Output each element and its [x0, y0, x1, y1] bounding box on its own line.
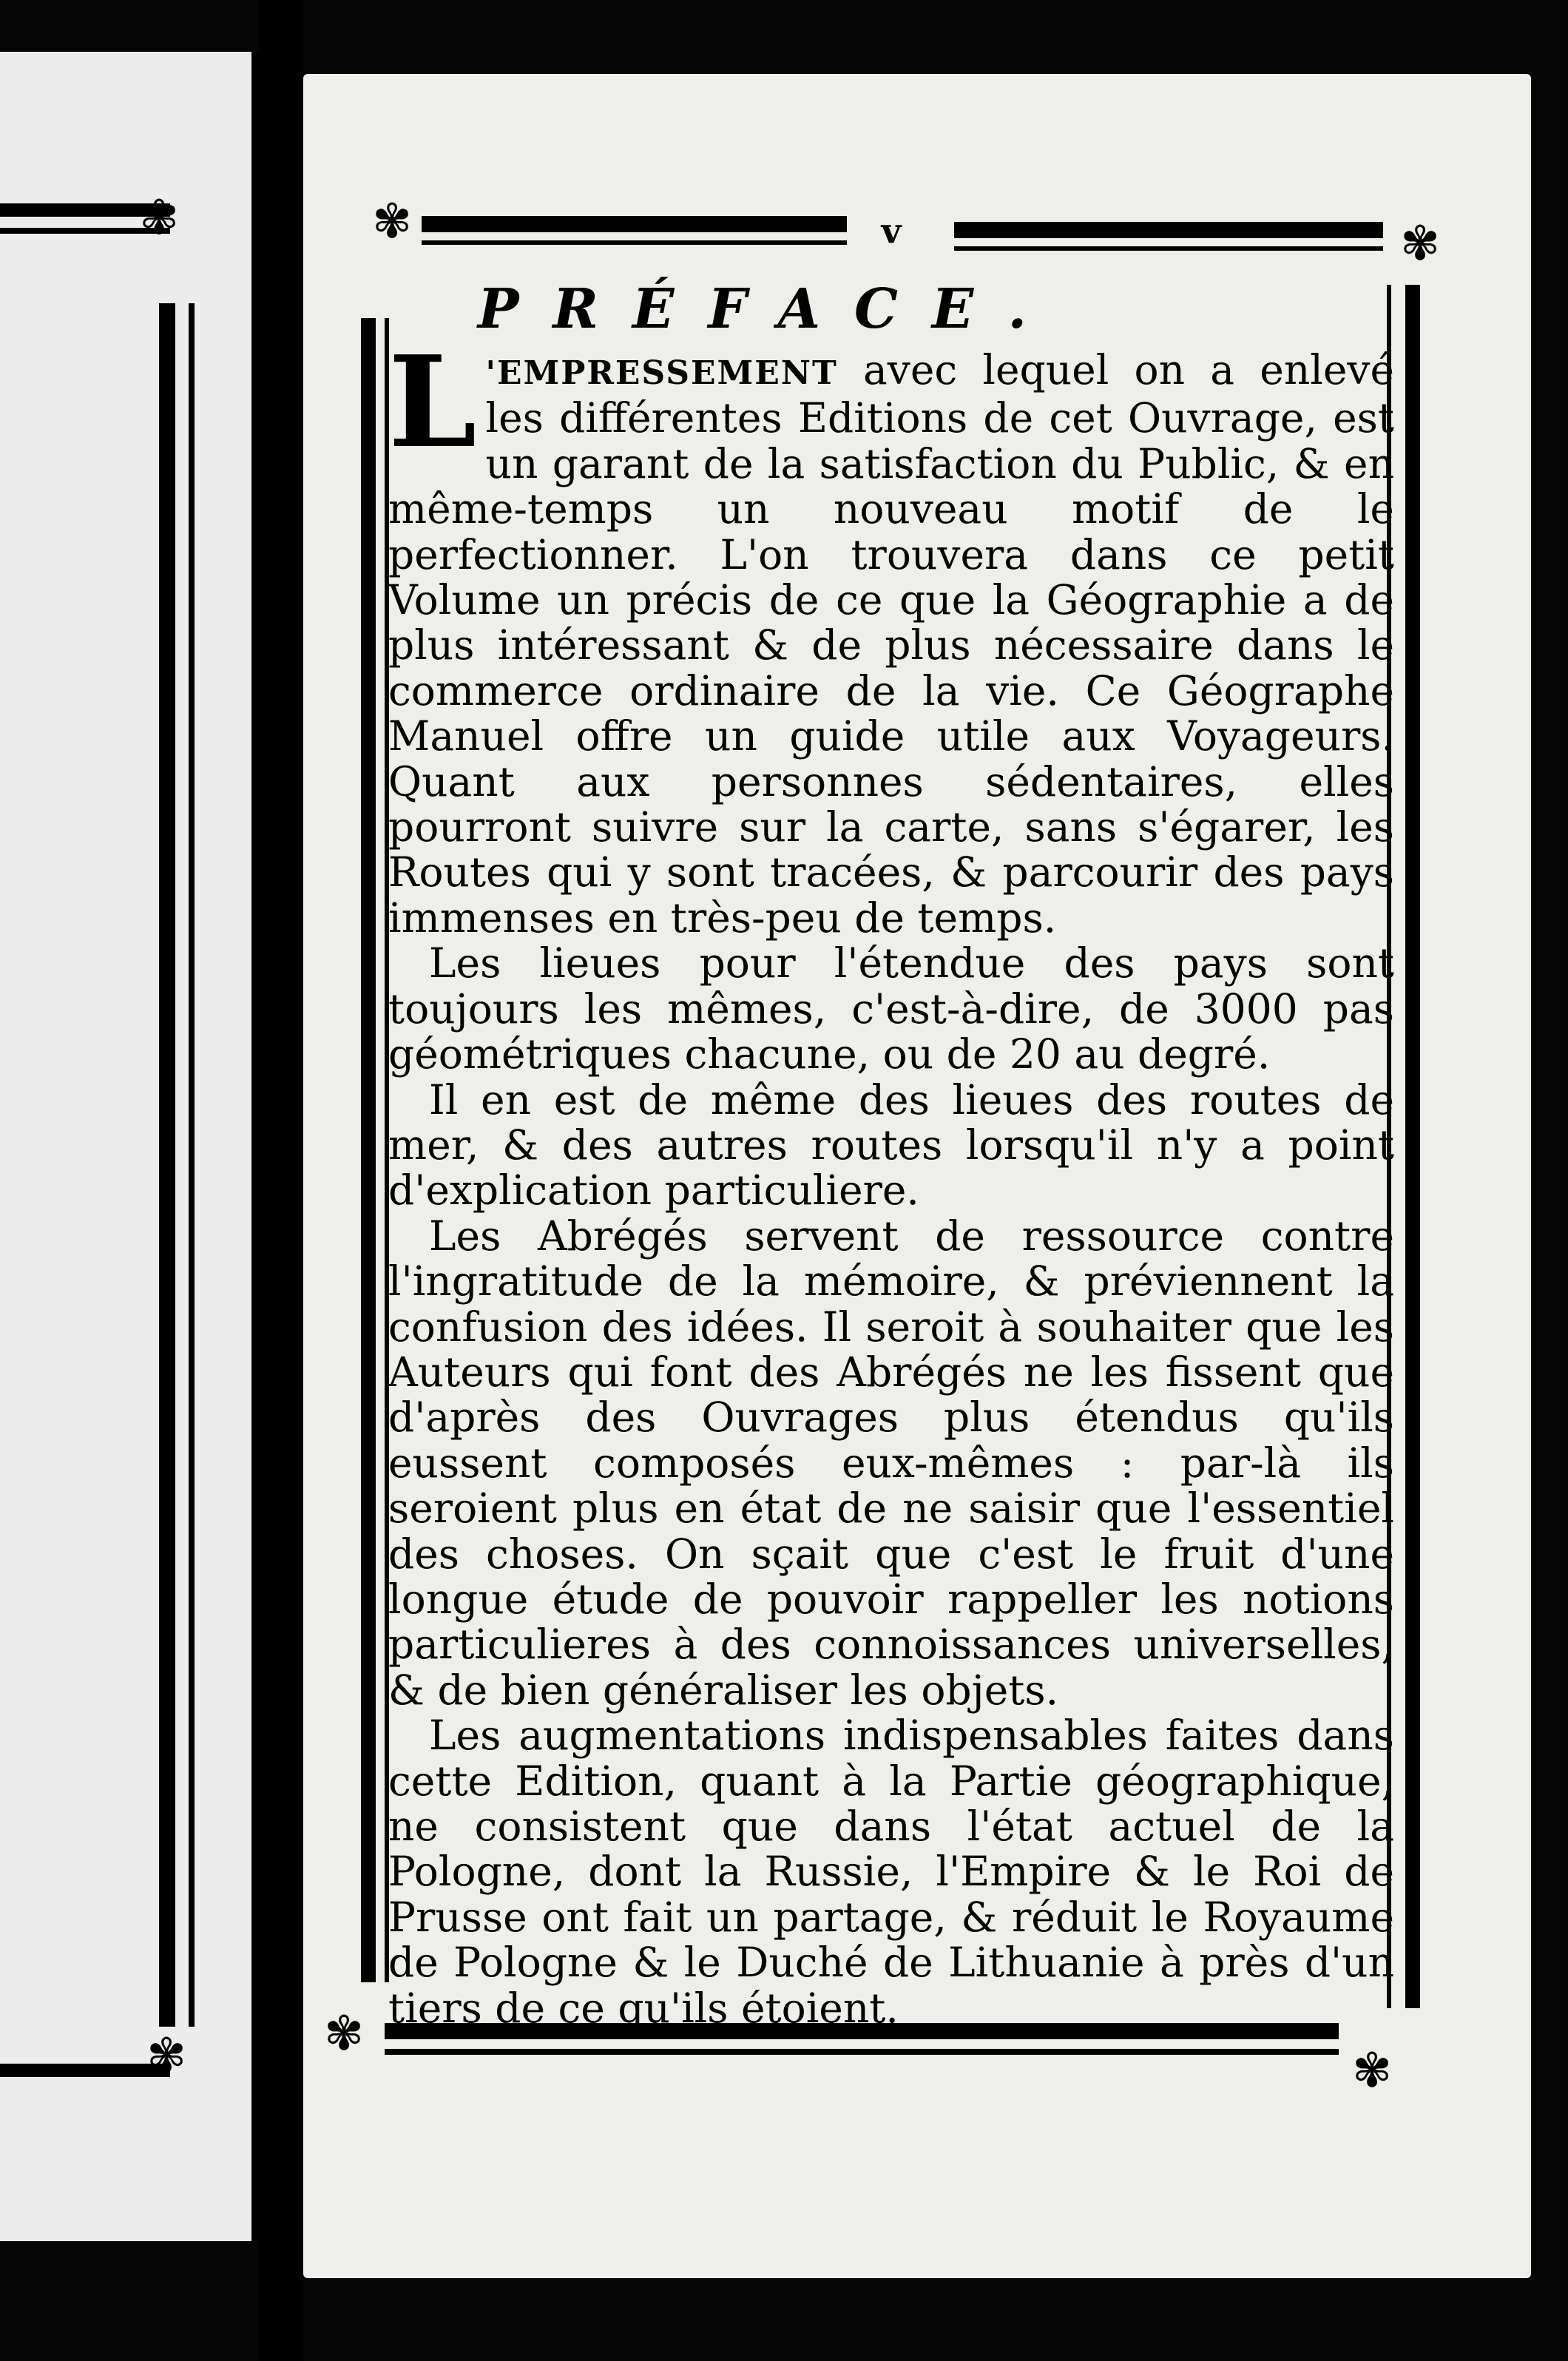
bottom-right-ornament-icon: ✾	[1352, 2044, 1392, 2098]
frame-left-rule	[361, 318, 376, 1982]
paragraph-5: Les augmentations indispensables faites dans cette Edition, quant à la Partie géographique, ne consistent que dans l'état actuel de la Pologne, dont la Russie, l'Empire & le Roi de Prusse ont fait un partage, & réduit le Royaume de Pologne & le Duché de Lithuanie à près d'un tiers de ce qu'ils étoient.	[388, 1712, 1394, 2032]
paragraph-1-text: avec lequel on a enlevé les différentes Editions de cet Ouvrage, est un garant de la satisfaction du Public, & en même-temps un nouveau motif de le perfectionner. L'on trouvera dans ce petit Volume un précis de ce que la Géographie a de plus intéressant & de plus nécessaire dans le commerce ordinaire de la vie. Ce Géographe Manuel offre un guide utile aux Voyageurs. Quant aux personnes sédentaires, elles pourront suivre sur la carte, sans s'égarer, les Routes qui y sont tracées, & parcourir des pays immenses en très-peu de temps.	[388, 346, 1394, 942]
preface-body	[388, 328, 1394, 2032]
left-page-right-thin-rule	[189, 303, 195, 2027]
page-title: PRÉFACE.	[477, 277, 1061, 341]
book-gutter	[259, 0, 303, 2361]
frame-bottom-thin-rule	[385, 2049, 1339, 2055]
frame-right-rule	[1405, 285, 1420, 2008]
frame-top-right-rule	[954, 222, 1383, 238]
paragraph-3: Il en est de même des lieues des routes de mer, & des autres routes lorsqu'il n'y a point d'explication particuliere.	[388, 1075, 1394, 1215]
frame-top-right-thin-rule	[954, 246, 1383, 251]
bottom-left-ornament-icon: ✾	[324, 2007, 364, 2061]
top-right-ornament-icon: ✾	[1400, 217, 1440, 271]
paragraph-4: Les Abrégés servent de ressource contre l'ingratitude de la mémoire, & préviennent la confusion des idées. Il seroit à souhaiter que les Auteurs qui font des Abrégés ne les fissent que d'après des Ouvrages plus étendus qu'ils eussent composés eux-mêmes : par-là ils seroient plus en état de ne saisir que l'essentiel des choses. On sçait que c'est le fruit d'une longue étude de pouvoir rappeller les notions particulieres à des connoissances universelles, & de bien généraliser les objets.	[388, 1212, 1394, 1714]
drop-cap: L	[388, 328, 477, 476]
top-left-ornament-icon: ✾	[372, 195, 412, 249]
frame-top-left-thin-rule	[422, 240, 847, 245]
left-page-top-ornament-icon: ✾	[139, 191, 179, 246]
page-number: v	[881, 211, 902, 251]
paragraph-1	[388, 328, 1394, 942]
first-word: 'EMPRESSEMENT	[485, 354, 838, 392]
left-page-bottom-ornament-icon: ✾	[146, 2029, 186, 2084]
left-facing-page	[0, 52, 259, 2241]
frame-top-left-rule	[422, 216, 847, 232]
paragraph-2: Les lieues pour l'étendue des pays sont toujours les mêmes, c'est-à-dire, de 3000 pas géométriques chacune, ou de 20 au degré.	[388, 939, 1394, 1078]
left-page-right-rule	[159, 303, 175, 2027]
